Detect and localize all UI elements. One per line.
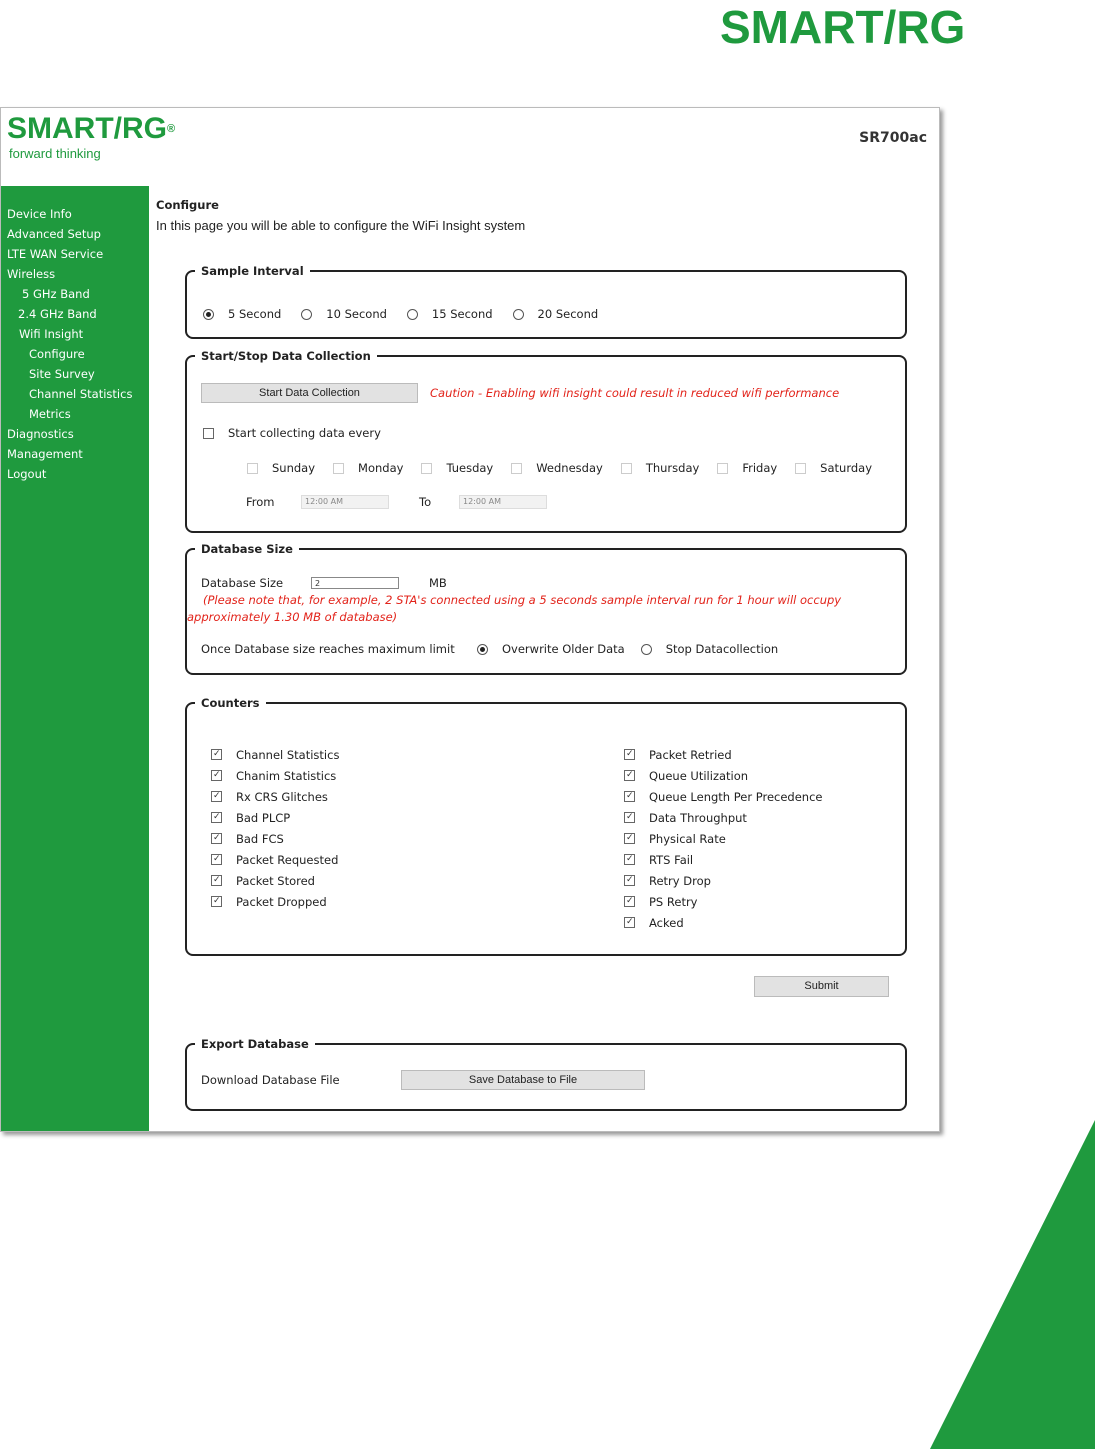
database-size-input[interactable]: 2 (311, 577, 399, 589)
counter-checkbox[interactable] (211, 812, 222, 823)
radio-15-second[interactable] (407, 309, 418, 320)
caution-text: Caution - Enabling wifi insight could result in reduced wifi performance (430, 386, 840, 400)
counters-section (185, 696, 907, 956)
database-size-unit: MB (429, 576, 447, 590)
export-database-legend: Export Database (201, 1037, 309, 1051)
sidebar-item-24ghz-band[interactable]: 2.4 GHz Band (18, 307, 97, 321)
page-logo: SMART/RG (720, 1, 966, 53)
counter-checkbox[interactable] (624, 812, 635, 823)
counter-checkbox[interactable] (211, 896, 222, 907)
sidebar-item-management[interactable]: Management (7, 447, 83, 461)
radio-stop-label: Stop Datacollection (665, 642, 779, 656)
day-label-tuesday: Tuesday (446, 461, 494, 475)
counter-label: Packet Requested (236, 852, 339, 867)
database-size-section (185, 542, 907, 675)
sidebar-item-channel-statistics[interactable]: Channel Statistics (29, 387, 133, 401)
counter-label: Rx CRS Glitches (236, 789, 328, 804)
counter-label: Queue Length Per Precedence (649, 789, 823, 804)
submit-button[interactable]: Submit (754, 976, 889, 997)
database-note-line1: (Please note that, for example, 2 STA's connected using a 5 seconds sample interval run for 1 hour will occupy (203, 593, 842, 607)
sidebar-item-logout[interactable]: Logout (7, 467, 47, 481)
counters-left-column (211, 744, 339, 912)
radio-15-second-label: 15 Second (431, 307, 493, 321)
counter-checkbox[interactable] (624, 770, 635, 781)
sidebar-item-device-info[interactable]: Device Info (7, 207, 72, 221)
limit-label: Once Database size reaches maximum limit (201, 642, 455, 656)
counter-checkbox[interactable] (624, 875, 635, 886)
day-label-thursday: Thursday (645, 461, 700, 475)
from-time-input[interactable]: 12:00 AM (301, 495, 389, 509)
sidebar (1, 186, 149, 1131)
sidebar-item-wifi-insight[interactable]: Wifi Insight (19, 327, 84, 341)
radio-10-second-label: 10 Second (326, 307, 387, 321)
header-tagline: forward thinking (9, 146, 101, 161)
header-logo-text: SMART/RG (7, 112, 167, 145)
data-collection-legend: Start/Stop Data Collection (201, 349, 371, 363)
counter-checkbox[interactable] (624, 896, 635, 907)
day-label-monday: Monday (358, 461, 404, 475)
sidebar-item-metrics[interactable]: Metrics (29, 407, 71, 421)
day-checkbox-saturday[interactable] (795, 463, 806, 474)
sample-interval-options (203, 307, 598, 321)
counter-checkbox[interactable] (211, 833, 222, 844)
day-checkbox-thursday[interactable] (621, 463, 632, 474)
router-ui-window (0, 107, 940, 1132)
sidebar-item-5ghz-band[interactable]: 5 GHz Band (22, 287, 90, 301)
counters-right-column (624, 744, 822, 933)
counter-label: Packet Retried (649, 747, 732, 762)
day-label-wednesday: Wednesday (536, 461, 603, 475)
counter-checkbox[interactable] (624, 749, 635, 760)
sample-interval-legend: Sample Interval (201, 264, 304, 278)
day-checkbox-wednesday[interactable] (511, 463, 522, 474)
sidebar-item-configure[interactable]: Configure (29, 347, 85, 361)
day-checkbox-monday[interactable] (333, 463, 344, 474)
sidebar-item-lte-wan-service[interactable]: LTE WAN Service (7, 247, 104, 261)
sidebar-item-diagnostics[interactable]: Diagnostics (7, 427, 74, 441)
sidebar-item-wireless[interactable]: Wireless (7, 267, 56, 281)
day-label-sunday: Sunday (272, 461, 316, 475)
header (1, 108, 939, 186)
counter-label: PS Retry (649, 894, 698, 909)
save-database-button[interactable]: Save Database to File (401, 1070, 645, 1090)
radio-20-second[interactable] (513, 309, 524, 320)
counter-label: Packet Dropped (236, 894, 327, 909)
day-checkbox-sunday[interactable] (247, 463, 258, 474)
download-database-label: Download Database File (201, 1073, 340, 1087)
export-database-section (185, 1037, 907, 1111)
to-label: To (419, 495, 432, 509)
counter-checkbox[interactable] (624, 833, 635, 844)
radio-20-second-label: 20 Second (537, 307, 599, 321)
sidebar-item-advanced-setup[interactable]: Advanced Setup (7, 227, 101, 241)
radio-overwrite-label: Overwrite Older Data (502, 642, 625, 656)
counter-label: Physical Rate (649, 831, 726, 846)
counter-checkbox[interactable] (211, 875, 222, 886)
counter-label: Queue Utilization (649, 768, 749, 783)
counter-checkbox[interactable] (624, 917, 635, 928)
counter-label: Retry Drop (649, 873, 711, 888)
header-logo (7, 112, 175, 146)
database-size-legend: Database Size (201, 542, 293, 556)
day-label-friday: Friday (742, 461, 778, 475)
radio-overwrite-older-data[interactable] (477, 644, 488, 655)
counter-label: Bad FCS (236, 831, 284, 846)
radio-10-second[interactable] (301, 309, 312, 320)
data-collection-section (185, 349, 907, 533)
counter-checkbox[interactable] (624, 854, 635, 865)
sample-interval-section (185, 264, 907, 339)
schedule-checkbox[interactable] (203, 428, 214, 439)
schedule-label: Start collecting data every (228, 426, 381, 440)
days-row (247, 461, 872, 475)
to-time-input[interactable]: 12:00 AM (459, 495, 547, 509)
counter-label: Data Throughput (649, 810, 747, 825)
counter-checkbox[interactable] (211, 770, 222, 781)
day-checkbox-tuesday[interactable] (421, 463, 432, 474)
radio-5-second[interactable] (203, 309, 214, 320)
day-checkbox-friday[interactable] (717, 463, 728, 474)
counter-checkbox[interactable] (211, 791, 222, 802)
page-description: In this page you will be able to configure the WiFi Insight system (156, 218, 526, 233)
counter-label: Chanim Statistics (236, 768, 337, 783)
page-title: Configure (156, 198, 219, 212)
day-label-saturday: Saturday (820, 461, 872, 475)
model-name: SR700ac (859, 130, 927, 146)
database-size-label: Database Size (201, 576, 284, 590)
counter-label: RTS Fail (649, 852, 694, 867)
counter-label: Acked (649, 915, 684, 930)
registered-mark: ® (167, 123, 176, 135)
counter-label: Packet Stored (236, 873, 315, 888)
counter-label: Bad PLCP (236, 810, 291, 825)
counter-checkbox[interactable] (211, 854, 222, 865)
counters-legend: Counters (201, 696, 260, 710)
counter-label: Channel Statistics (236, 747, 340, 762)
from-label: From (246, 495, 275, 509)
corner-decoration (930, 1120, 1095, 1449)
radio-stop-datacollection[interactable] (641, 644, 652, 655)
start-data-collection-button[interactable]: Start Data Collection (201, 383, 418, 403)
radio-5-second-label: 5 Second (228, 307, 282, 321)
database-note-line2: approximately 1.30 MB of database) (187, 610, 398, 624)
sidebar-item-site-survey[interactable]: Site Survey (29, 367, 95, 381)
counter-checkbox[interactable] (624, 791, 635, 802)
counter-checkbox[interactable] (211, 749, 222, 760)
